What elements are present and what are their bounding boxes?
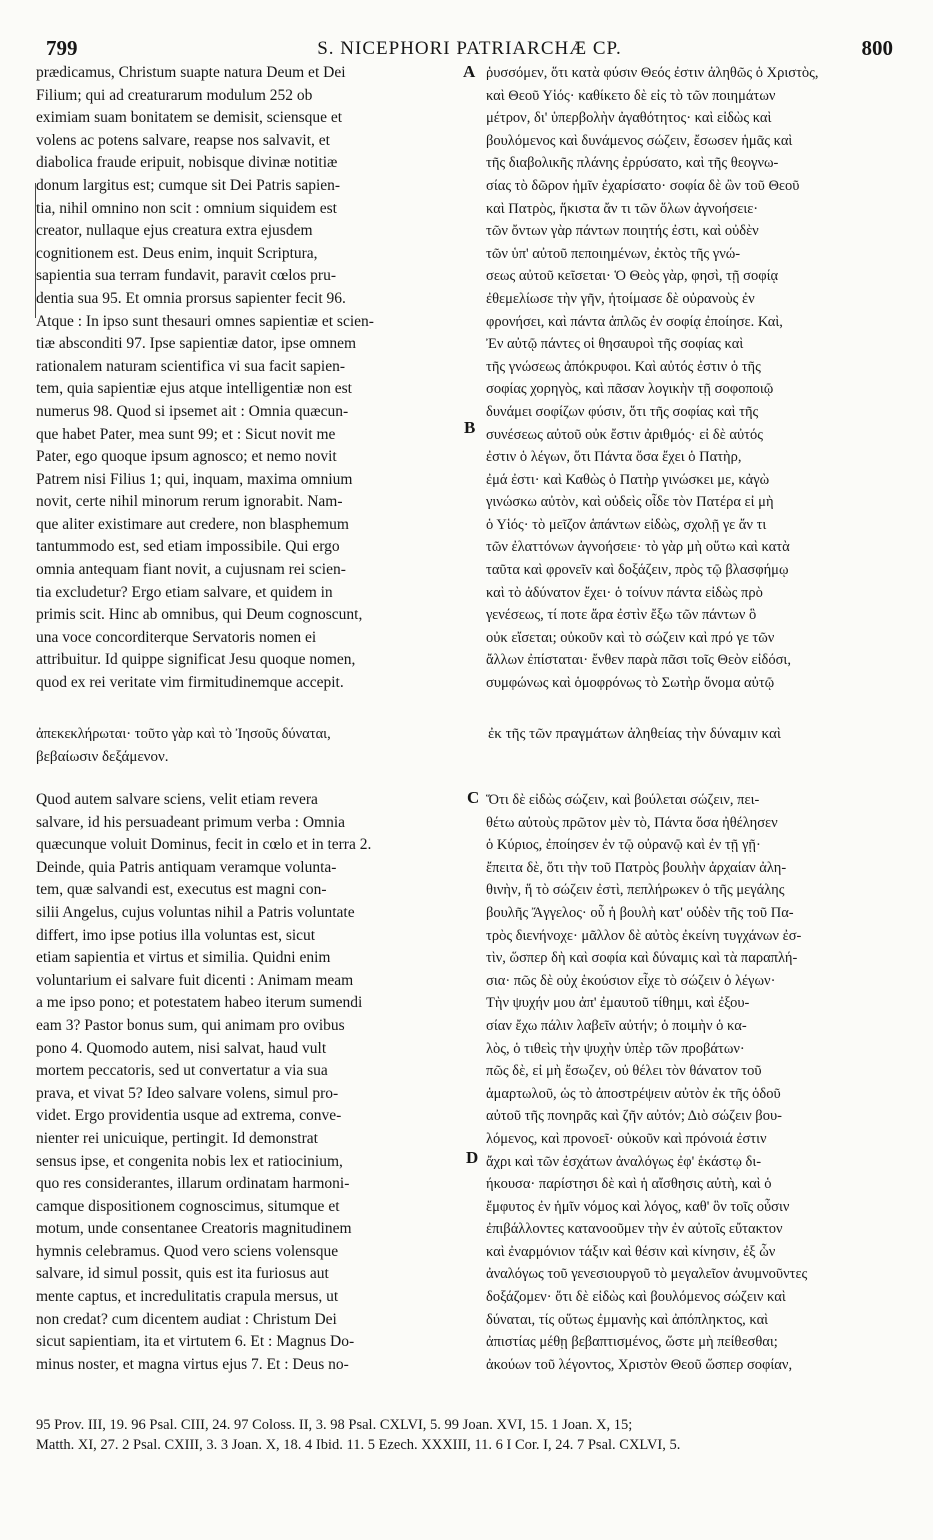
- margin-letter-c: C: [467, 788, 480, 807]
- greek-line: Ἐν αὐτῷ πάντες οἱ θησαυροὶ τῆς σοφίας καὶ: [486, 336, 744, 353]
- greek-full-width-text: [36, 723, 902, 769]
- latin-line: novit, certe nihil minorum rerum ignorabit. Nam-: [36, 493, 343, 511]
- greek-line: ταῦτα καὶ φρονεῖν καὶ δοξάζειν, πρὸς τῷ βλασφήμῳ: [486, 562, 789, 579]
- latin-line: hymnis celebramus. Quod vero sciens volensque: [36, 1242, 339, 1260]
- greek-line: λὸς, ὁ τιθεὶς τὴν ψυχὴν ὑπὲρ τῶν προβάτων·: [486, 1040, 745, 1057]
- latin-line: non credat? cum dicentem audiat : Christum Dei: [36, 1310, 337, 1328]
- latin-line: sapientia sua terram fundavit, paravit cœlos pru-: [36, 267, 336, 285]
- greek-line: πῶς δὲ, εἰ μὴ ἔσωζεν, οὐ θέλει τὸν θάνατον τοῦ: [486, 1063, 762, 1080]
- latin-column-top: [36, 62, 460, 695]
- latin-line: Quod autem salvare sciens, velit etiam revera: [36, 791, 318, 808]
- latin-line: nienter rei unicuique, pertingit. Id demonstrat: [36, 1129, 318, 1147]
- latin-line: prædicamus, Christum suapte natura Deum et Dei: [36, 64, 346, 81]
- greek-line: τῶν ἐλαττόνων ἀγνοήσειε· τὸ γὰρ μὴ οὕτω καὶ κατὰ: [486, 539, 790, 556]
- latin-line: Pater, ego quoque ipsum agnosco; et nemo novit: [36, 448, 337, 466]
- latin-line: sensus ipse, et congenita nobis lex et ratiocinium,: [36, 1152, 343, 1170]
- latin-line: tantummodo est, sed etiam impossibile. Qui ergo: [36, 538, 340, 556]
- page-number-right: 800: [861, 36, 893, 60]
- greek-line: ἀναλόγως τοῦ γενεσιουργοῦ τὸ μεγαλεῖον ἀνυμνοῦντες: [486, 1266, 808, 1283]
- latin-line: minus noster, et magna virtus ejus 7. Et : Deus no-: [36, 1355, 349, 1373]
- greek-line: ἁμαρτωλοῦ, ὡς τὸ ἀποστρέψειν αὐτὸν ἐκ τῆς ὁδοῦ: [486, 1085, 781, 1102]
- latin-line: Deinde, quia Patris antiquam veramque volunta-: [36, 858, 337, 876]
- greek-line: οὐκ εἴσεται; οὐκοῦν καὶ τὸ σώζειν καὶ πρό γε τῶν: [486, 629, 775, 646]
- greek-line: δύναται, τίς οὕτως ἐμμανὴς καὶ ἀπόπληκτος, καὶ: [486, 1311, 769, 1328]
- greek-line: Ὅτι δὲ εἰδὼς σώζειν, καὶ βούλεται σώζειν, πει-: [486, 792, 760, 808]
- latin-line: quod ex rei veritate vim firmitudinemque accepit.: [36, 674, 344, 692]
- greek-line: φρονήσει, καὶ πάντα ἁπλῶς ἐν σοφίᾳ ἐποίησε. Καὶ,: [486, 313, 783, 330]
- greek-line: γινώσκω αὐτὸν, καὶ οὐδεὶς οἶδε τὸν Πατέρα εἰ μὴ: [486, 494, 774, 511]
- latin-line: volens ac potens salvare, reapse nos salvavit, et: [36, 131, 330, 149]
- latin-line: quæcunque voluit Dominus, fecit in cœlo et in terra 2.: [36, 836, 372, 854]
- greek-line: ήκουσα· παρίστησι δὲ καὶ ἡ αἴσθησις αὐτὴ, καὶ ὁ: [486, 1176, 772, 1193]
- greek-line: μέτρον, δι' ὑπερβολὴν ἀγαθότητος· καὶ εἰδὼς καὶ: [486, 110, 772, 127]
- latin-line: tiæ absconditi 97. Ipse sapientiæ dator, ipse omnem: [36, 335, 357, 353]
- greek-line: αὐτοῦ τῆς πονηρᾶς καὶ ζῆν αὐτόν; Διὸ σώζειν βου-: [486, 1108, 782, 1125]
- greek-line: ἀκούων τοῦ λέγοντος, Χριστὸν Θεοῦ ὥσπερ σοφίαν,: [486, 1356, 793, 1373]
- greek-line: καὶ ἐναρμόνιον τάξιν καὶ θέσιν καὶ κίνησιν, ἐξ ὧν: [486, 1243, 776, 1260]
- latin-line: omnia antequam fiant novit, a cujusnam rei scien-: [36, 561, 346, 579]
- latin-line: camque dispositionem cognoscimus, situmque et: [36, 1197, 340, 1215]
- latin-line: que aliter existimare aut credere, non blasphemum: [36, 515, 349, 533]
- latin-line: eam 3? Pastor bonus sum, qui animam pro ovibus: [36, 1016, 345, 1034]
- latin-line: cognitionem est. Deus enim, inquit Scriptura,: [36, 244, 318, 262]
- latin-line: una voce concorditerque Servatoris nomen ei: [36, 628, 317, 646]
- margin-letter-a: A: [463, 62, 476, 81]
- latin-line: quo res considerantes, illarum ordinatam harmoni-: [36, 1175, 350, 1193]
- latin-line: Atque : In ipso sunt thesauri omnes sapientiæ et scien-: [36, 312, 374, 330]
- greek-line: βουλῆς Ἄγγελος· οὗ ἡ βουλὴ κατ' οὐδὲν τῆς τοῦ Πα-: [486, 904, 794, 921]
- greek-line: καὶ τὸ ἀδύνατον ἔχει· ὁ τοίνυν πάντα εἰδὼς πρὸ: [486, 584, 763, 601]
- latin-line: tem, quia sapientiæ ejus atque intelligentiæ non est: [36, 380, 352, 398]
- latin-line: motum, unde consentanee Creatoris magnitudinem: [36, 1220, 352, 1238]
- margin-letter-b: B: [464, 418, 476, 437]
- greek-line: δοξάζομεν· ὅτι δὲ εἰδὼς καὶ βουλόμενος σώζειν καὶ: [486, 1289, 786, 1306]
- greek-line: τρὸς διενήνοχε· μᾶλλον δὲ αὐτὸς ἐκείνη τυγχάνων ἐσ-: [486, 927, 802, 944]
- greek-line: ἐθεμελίωσε τὴν γῆν, ἡτοίμασε δὲ οὐρανοὺς ἐν: [486, 290, 755, 307]
- latin-line: dentia sua 95. Et omnia prorsus sapienter fecit 96.: [36, 289, 346, 307]
- greek-line: ὁ Κύριος, ἐποίησεν ἐν τῷ οὐρανῷ καὶ ἐν τῇ γῇ·: [486, 837, 761, 854]
- latin-column-bottom: [36, 789, 460, 1376]
- greek-line: ἀπεκεκλήρωται· τοῦτο γὰρ καὶ τὸ Ἰησοῦς δύναται,: [36, 726, 331, 742]
- greek-line: καὶ Πατρὸς, ἥκιστα ἄν τι τῶν ὅλων ἀγνοήσειε·: [486, 200, 759, 217]
- footnotes: [36, 1415, 902, 1455]
- latin-line: attribuitur. Id quippe significat Jesu quoque nomen,: [36, 651, 356, 669]
- greek-line: σοφίας χορηγὸς, καὶ πᾶσαν λογικὴν τῇ σοφοποιῷ: [486, 381, 774, 398]
- latin-line: videt. Ergo providentia usque ad extrema, conve-: [36, 1107, 342, 1125]
- greek-line: συνέσεως αὐτοῦ οὐκ ἔστιν ἀριθμός· εἰ δὲ αὐτός: [486, 426, 763, 443]
- latin-line: tia, nihil omnino non scit : omnium siquidem est: [36, 199, 337, 217]
- latin-line: diabolica fraude eripuit, nobisque divinæ notitiæ: [36, 154, 338, 172]
- latin-line: numerus 98. Quod si ipsemet ait : Omnia quæcun-: [36, 402, 349, 420]
- greek-column-top: [486, 62, 902, 695]
- greek-line: σεως αὐτοῦ κεῖσεται· Ὁ Θεὸς γὰρ, φησὶ, τῇ σοφίᾳ: [486, 268, 779, 285]
- latin-line: silii Angelus, cujus voluntas nihil a Patris voluntate: [36, 903, 355, 921]
- footnote-line: 95 Prov. III, 19. 96 Psal. CIII, 24. 97 Coloss. II, 3. 98 Psal. CXLVI, 5. 99 Joan. XVI, 15. 1 Joan. X, 15;: [36, 1417, 633, 1433]
- latin-line: Patrem nisi Filius 1; qui, inquam, maxima omnium: [36, 470, 353, 488]
- greek-line: βεβαίωσιν δεξάμενον.: [36, 748, 169, 765]
- page-number-left: 799: [46, 36, 78, 60]
- latin-line: salvare, id simul possit, quis est ita furiosus aut: [36, 1265, 329, 1283]
- greek-line: τῆς διαβολικῆς πλάνης ἐρρύσατο, καὶ τῆς θεογνω-: [486, 155, 779, 172]
- latin-line: tia excludetur? Ergo etiam salvare, et quidem in: [36, 583, 333, 601]
- greek-line: ἐκ τῆς τῶν πραγμάτων ἀληθείας τὴν δύναμιν καὶ: [488, 726, 781, 742]
- greek-line: τῆς γνώσεως ἀπόκρυφοι. Καὶ αὐτός ἐστιν ὁ τῆς: [486, 358, 761, 375]
- greek-line: ἀπιστίας μέθῃ βεβαπτισμένος, ὥστε μὴ πείθεσθαι;: [486, 1334, 778, 1351]
- latin-line: tem, quæ salvandi est, executus est magni con-: [36, 881, 327, 899]
- greek-line: καὶ Θεοῦ Υἱός· καθίκετο δὲ εἰς τὸ τῶν ποιημάτων: [486, 87, 776, 104]
- greek-line: Τὴν ψυχήν μου ἀπ' ἐμαυτοῦ τίθημι, καὶ ἐξου-: [486, 995, 750, 1012]
- footnote-line: Matth. XI, 27. 2 Psal. CXIII, 3. 3 Joan. X, 18. 4 Ibid. 11. 5 Ezech. XXXIII, 11. 6 I Cor. I, 24. 7 Psal. CXLVI, 5.: [36, 1437, 681, 1453]
- latin-line: mente captus, et incredulitatis crapula mersus, ut: [36, 1288, 339, 1306]
- running-title: S. NICEPHORI PATRIARCHÆ CP.: [317, 38, 622, 59]
- greek-line: ὁ Υἱός· τὸ μεῖζον ἁπάντων εἰδὼς, σχολῇ γε ἄν τι: [486, 516, 767, 533]
- latin-line: que habet Pater, mea sunt 99; et : Sicut novit me: [36, 425, 336, 443]
- margin-letter-d: D: [466, 1148, 479, 1167]
- greek-line: σίαν ἔχω πάλιν λαβεῖν αὐτήν; ὁ ποιμὴν ὁ κα-: [486, 1017, 747, 1034]
- latin-line: primis scit. Hinc ab omnibus, qui Deum cognoscunt,: [36, 606, 363, 624]
- greek-line: τῶν ὑπ' αὐτοῦ πεποιημένων, ἐκτὸς τῆς γνώ-: [486, 245, 741, 262]
- greek-column-bottom: [486, 789, 902, 1376]
- greek-line: λόμενος, καὶ προνοεῖ· οὐκοῦν καὶ πρόνοιά ἐστιν: [486, 1130, 767, 1147]
- latin-line: voluntarium ei salvare fuit dicenti : Animam meam: [36, 971, 354, 989]
- latin-line: donum largitus est; cumque sit Dei Patris sapien-: [36, 176, 341, 194]
- greek-line: θινὴν, ἥ τὸ σώζειν ἐστὶ, πεπλήρωκεν ὁ τῆς μεγάλης: [486, 882, 785, 899]
- latin-line: etiam sapientia et virtus et similia. Quidni enim: [36, 949, 331, 967]
- greek-line: ἐμά ἐστι· καὶ Καθὼς ὁ Πατὴρ γινώσκει με, κἀγὼ: [486, 471, 770, 488]
- greek-line: δυνάμει σοφίζων φύσιν, ὅτι τῆς σοφίας καὶ τῆς: [486, 403, 759, 420]
- greek-line: ἄχρι καὶ τῶν ἐσχάτων ἀναλόγως ἐφ' ἑκάστῳ δι-: [486, 1153, 762, 1170]
- greek-line: ἔπειτα δὲ, ὅτι τὴν τοῦ Πατρὸς βουλὴν ἀρχαίαν ἀλη-: [486, 859, 787, 876]
- latin-line: mortem peccatoris, sed ut convertatur a via sua: [36, 1062, 328, 1080]
- greek-line: ἐστιν ὁ λέγων, ὅτι Πάντα ὅσα ἔχει ὁ Πατὴρ,: [486, 449, 742, 466]
- greek-line: βουλόμενος καὶ δυνάμενος σώζειν, ἔσωσεν ἡμᾶς καὶ: [486, 132, 793, 149]
- greek-line: τὶν, ὥσπερ δὴ καὶ σοφία καὶ δύναμις καὶ τὰ παραπλή-: [486, 950, 798, 967]
- greek-line: τῶν ὄντων γὰρ πάντων ποιητής ἐστι, καὶ οὐδὲν: [486, 223, 759, 240]
- greek-line: ῥυσσόμεν, ὅτι κατὰ φύσιν Θεός ἐστιν ἀληθῶς ὁ Χριστὸς,: [486, 65, 819, 81]
- greek-line: σια· πῶς δὲ οὐχ ἑκούσιον εἶχε τὸ σώζειν ὁ λέγων·: [486, 972, 776, 989]
- latin-line: sicut sapientiam, ita et virtutem 6. Et : Magnus Do-: [36, 1333, 355, 1351]
- greek-line: ἄλλων ἐπίσταται· ἔνθεν παρὰ πᾶσι τοῖς Θεὸν εἰδόσι,: [486, 652, 791, 669]
- latin-line: differt, imo ipse potius illa voluntas est, sicut: [36, 926, 316, 944]
- latin-line: prava, et vivat 5? Ideo salvare volens, simul pro-: [36, 1084, 339, 1102]
- greek-line: ἔμφυτος ἐν ἡμῖν νόμος καὶ λόγος, καθ' ὃν τοῖς οὖσιν: [486, 1198, 790, 1215]
- latin-line: salvare, id his persuadeant primum verba : Omnia: [36, 813, 346, 831]
- greek-line: θέτω αὐτοὺς πρῶτον μὲν τὸ, Πάντα ὅσα ἠθέλησεν: [486, 814, 778, 831]
- latin-line: rationalem naturam scientifica vi sua facit sapien-: [36, 357, 346, 375]
- greek-line: γενέσεως, τί ποτε ἄρα ἐστὶν ἔξω τῶν πάντων ὃ: [486, 607, 757, 624]
- latin-line: pono 4. Quomodo autem, nisi salvat, haud vult: [36, 1039, 327, 1057]
- greek-line: ἐπιβάλλοντες κατανοοῦμεν τὴν ἐν αὐτοῖς εὔτακτον: [486, 1221, 783, 1238]
- latin-line: eximiam suam bonitatem se demisit, sciensque et: [36, 109, 343, 127]
- latin-line: Filium; qui ad creaturarum modulum 252 ob: [36, 86, 313, 104]
- latin-line: creator, nullaque ejus creatura extra ejusdem: [36, 222, 313, 240]
- latin-line: a me ipso pono; et potestatem habeo iterum sumendi: [36, 994, 363, 1012]
- greek-line: σίας τὸ δῶρον ἡμῖν ἐχαρίσατο· σοφία δὲ ὢν τοῦ Θεοῦ: [486, 177, 800, 194]
- greek-line: συμφώνως καὶ ὁμοφρόνως τὸ Σωτὴρ ὄνομα αὐτῷ: [486, 675, 775, 692]
